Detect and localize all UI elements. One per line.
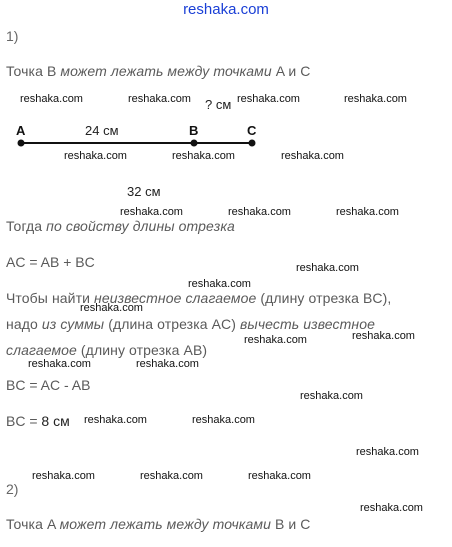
watermark: reshaka.com [228,206,291,218]
watermark: reshaka.com [248,470,311,482]
point-c-dot [249,140,256,147]
part-number-1: 1) [6,28,19,44]
explanation-line-3: слагаемое (длину отрезка AB) [6,342,208,358]
formula-difference: BC = AC - AB [6,377,91,393]
site-title-link[interactable]: reshaka.com [183,1,269,18]
watermark: reshaka.com [32,470,95,482]
watermark: reshaka.com [281,150,344,162]
part-number-2: 2) [6,481,19,497]
bc-length-label: ? см [205,97,232,112]
point-b-label: B [189,123,199,138]
watermark: reshaka.com [360,502,423,514]
watermark: reshaka.com [20,93,83,105]
point-a-label: A [16,123,26,138]
formula-sum: AC = AB + BC [6,254,95,270]
ac-length-label: 32 см [127,184,161,199]
point-b-dot [191,140,198,147]
ab-length-label: 24 см [85,123,119,138]
then-line: Тогда по свойству длины отрезка [6,218,235,234]
watermark: reshaka.com [84,414,147,426]
watermark: reshaka.com [237,93,300,105]
watermark: reshaka.com [28,358,91,370]
watermark: reshaka.com [336,206,399,218]
explanation-line-2: надо из суммы (длина отрезка AC) вычесть известное [6,316,375,332]
answer-line: BC = 8 см [6,413,70,429]
watermark: reshaka.com [128,93,191,105]
point-c-label: C [247,123,257,138]
explanation-line-1: Чтобы найти неизвестное слагаемое (длину отрезка BC), [6,290,392,306]
watermark: reshaka.com [344,93,407,105]
watermark: reshaka.com [172,150,235,162]
point-a-dot [18,140,25,147]
watermark: reshaka.com [80,302,143,314]
watermark: reshaka.com [64,150,127,162]
watermark: reshaka.com [352,330,415,342]
watermark: reshaka.com [188,278,251,290]
watermark: reshaka.com [136,358,199,370]
watermark: reshaka.com [120,206,183,218]
watermark: reshaka.com [244,334,307,346]
watermark: reshaka.com [296,262,359,274]
watermark: reshaka.com [356,446,419,458]
part2-intro: Точка A может лежать между точками B и C [6,516,311,532]
part1-intro: Точка B может лежать между точками A и C [6,63,311,79]
watermark: reshaka.com [140,470,203,482]
watermark: reshaka.com [192,414,255,426]
watermark: reshaka.com [300,390,363,402]
